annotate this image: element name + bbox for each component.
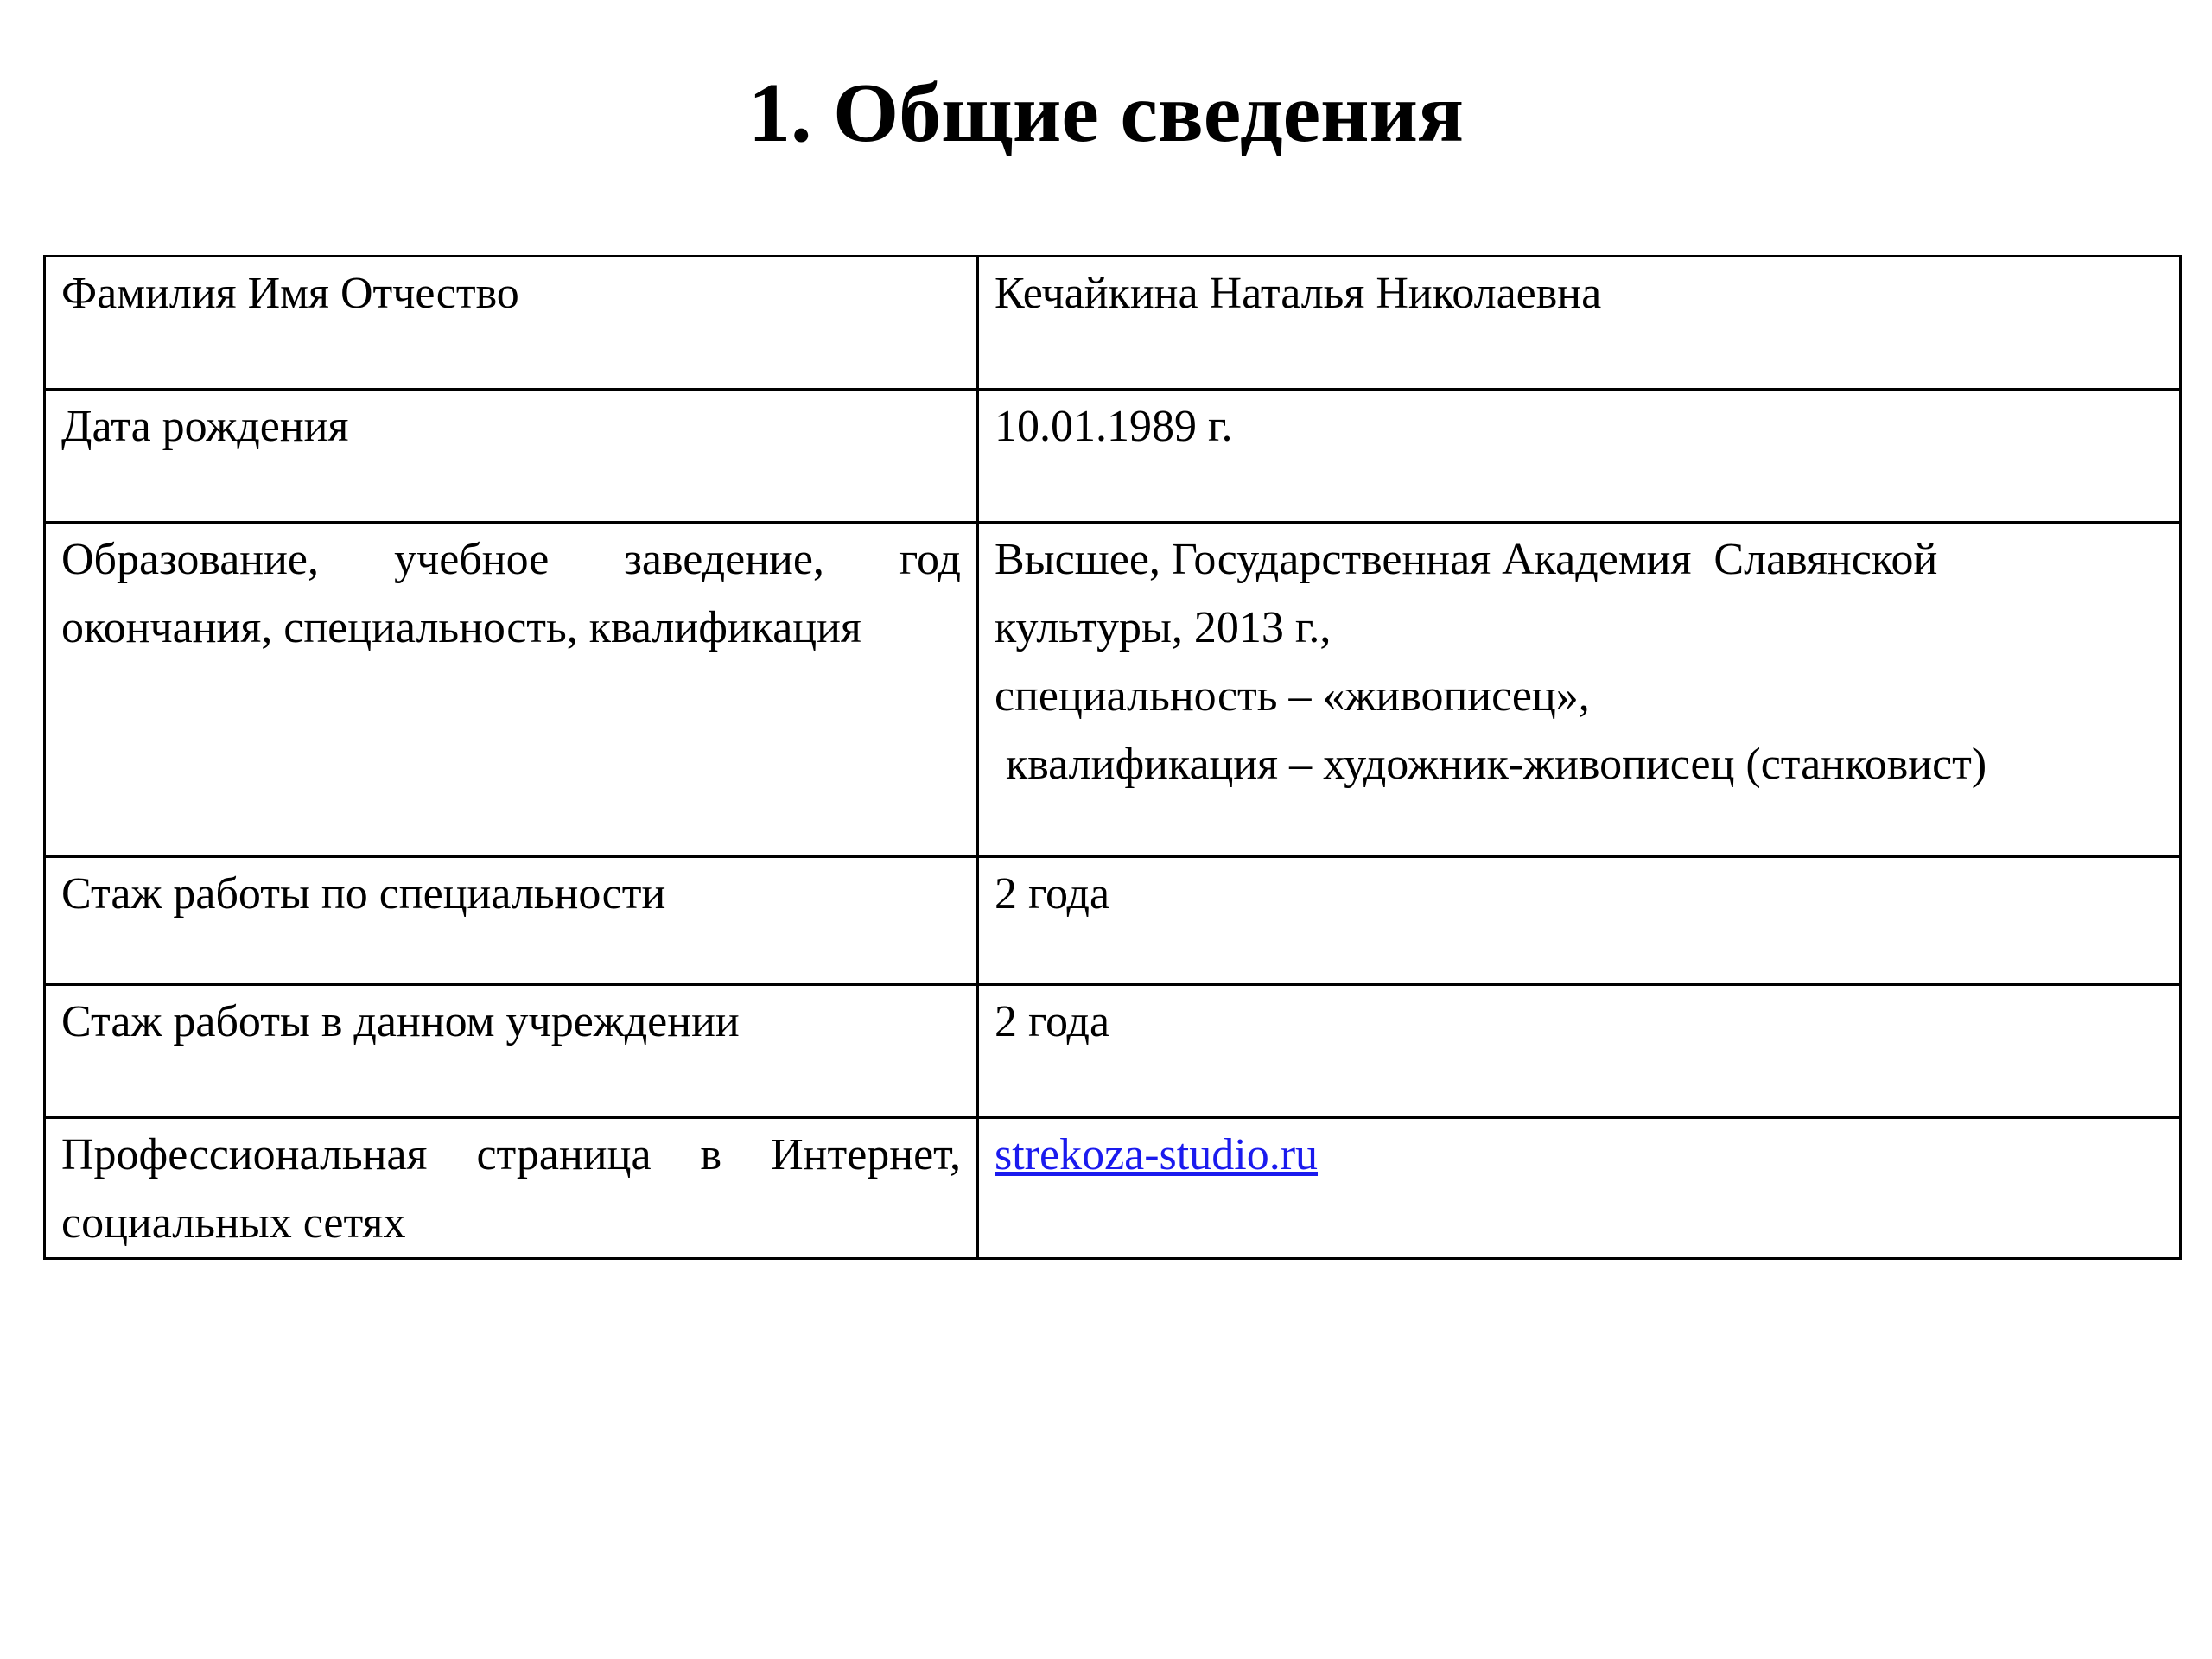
row-value-professional-page <box>978 1118 2181 1259</box>
row-value-birth-date: 10.01.1989 г. <box>978 390 2181 523</box>
education-line: специальность – «живописец», <box>995 671 1590 721</box>
education-line: культуры, 2013 г., <box>995 603 1332 652</box>
page-title: 1. Общие сведения <box>747 67 1465 160</box>
row-label-institution-experience: Стаж работы в данном учреждении <box>45 985 978 1118</box>
row-label-professional-page: Профессиональная страница в Интернет, социальных сетях <box>45 1118 978 1259</box>
table-row <box>45 857 2181 985</box>
website-link[interactable]: strekoza-studio.ru <box>995 1130 1319 1179</box>
education-line: Высшее, Государственная Академия Славянской <box>995 535 1938 584</box>
table-row <box>45 985 2181 1118</box>
row-label-birth-date: Дата рождения <box>45 390 978 523</box>
row-value-education <box>978 523 2181 857</box>
row-value-full-name: Кечайкина Наталья Николаевна <box>978 257 2181 390</box>
education-line: квалификация – художник-живописец (станковист) <box>995 740 1987 789</box>
table-row <box>45 523 2181 857</box>
row-label-full-name: Фамилия Имя Отчество <box>45 257 978 390</box>
table-row <box>45 390 2181 523</box>
row-label-education: Образование, учебное заведение, год окончания, специальность, квалификация <box>45 523 978 857</box>
table-row <box>45 1118 2181 1259</box>
row-value-specialty-experience: 2 года <box>978 857 2181 985</box>
table-row <box>45 257 2181 390</box>
info-table <box>43 255 2182 1260</box>
row-value-institution-experience: 2 года <box>978 985 2181 1118</box>
row-label-specialty-experience: Стаж работы по специальности <box>45 857 978 985</box>
